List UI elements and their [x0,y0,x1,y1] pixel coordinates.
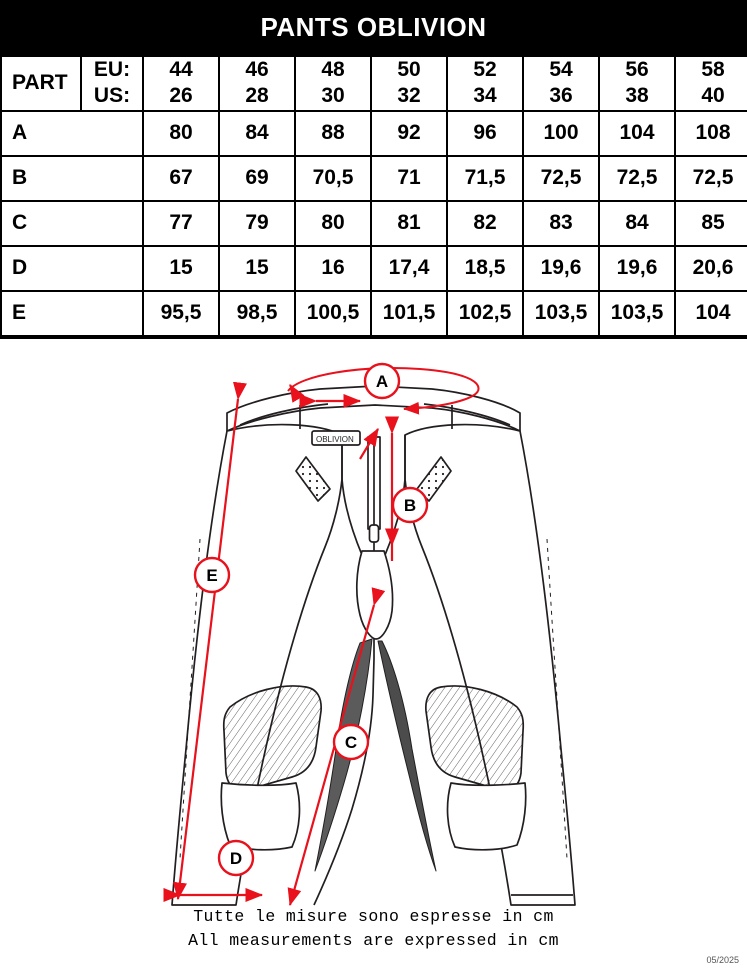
cell-b-7: 72,5 [675,156,747,201]
table-row [1,156,747,201]
size-us-3: 32 [397,84,421,108]
cell-b-1: 69 [219,156,295,201]
cell-b-4: 71,5 [447,156,523,201]
pants-technical-drawing [0,339,747,969]
marker-label-a: A [375,371,389,391]
table-row [1,111,747,156]
cell-d-1: 15 [219,246,295,291]
size-eu-0: 44 [169,58,193,81]
cell-e-4: 102,5 [447,291,523,336]
cell-c-1: 79 [219,201,295,246]
cell-d-4: 18,5 [447,246,523,291]
cell-d-2: 16 [295,246,371,291]
size-us-0: 26 [169,84,193,108]
header-part-label: PART [1,56,81,111]
cell-d-3: 17,4 [371,246,447,291]
footer-notes [0,905,747,953]
cell-b-2: 70,5 [295,156,371,201]
size-header-3 [371,56,447,111]
cell-e-3: 101,5 [371,291,447,336]
cell-b-6: 72,5 [599,156,675,201]
size-header-0 [143,56,219,111]
header-unit-cell [81,56,143,111]
cell-d-5: 19,6 [523,246,599,291]
page-title: PANTS OBLIVION [260,12,487,42]
cell-c-5: 83 [523,201,599,246]
size-eu-4: 52 [473,58,497,81]
cell-e-0: 95,5 [143,291,219,336]
size-table [0,55,747,337]
cell-a-4: 96 [447,111,523,156]
size-us-1: 28 [245,84,269,108]
size-eu-6: 56 [625,58,649,81]
cell-a-7: 108 [675,111,747,156]
cell-c-4: 82 [447,201,523,246]
cell-c-3: 81 [371,201,447,246]
size-header-4 [447,56,523,111]
cell-b-5: 72,5 [523,156,599,201]
cell-c-7: 85 [675,201,747,246]
date-stamp: 05/2025 [706,954,739,965]
marker-label-d: D [229,848,243,868]
size-header-6 [599,56,675,111]
cell-e-6: 103,5 [599,291,675,336]
size-header-5 [523,56,599,111]
table-row [1,246,747,291]
cell-d-6: 19,6 [599,246,675,291]
size-eu-7: 58 [701,58,725,81]
row-label-b: B [1,156,143,201]
note-english: All measurements are expressed in cm [188,930,559,950]
size-header-2 [295,56,371,111]
size-us-7: 40 [701,84,725,108]
cell-d-0: 15 [143,246,219,291]
size-us-4: 34 [473,84,497,108]
cell-e-5: 103,5 [523,291,599,336]
cell-c-6: 84 [599,201,675,246]
marker-label-e: E [206,565,218,585]
cell-b-3: 71 [371,156,447,201]
marker-label-b: B [403,495,417,515]
size-eu-5: 54 [549,58,573,81]
cell-a-1: 84 [219,111,295,156]
size-us-5: 36 [549,84,573,108]
size-eu-1: 46 [245,58,269,81]
cell-a-0: 80 [143,111,219,156]
cell-a-2: 88 [295,111,371,156]
unit-us-label: US: [93,84,131,108]
size-header-1 [219,56,295,111]
row-label-a: A [1,111,143,156]
unit-eu-label: EU: [93,58,131,81]
pants-outline [172,386,575,905]
cell-a-6: 104 [599,111,675,156]
row-label-c: C [1,201,143,246]
svg-text:OBLIVION: OBLIVION [316,434,354,444]
cell-a-5: 100 [523,111,599,156]
cell-e-7: 104 [675,291,747,336]
size-header-7 [675,56,747,111]
cell-b-0: 67 [143,156,219,201]
row-label-d: D [1,246,143,291]
cell-c-2: 80 [295,201,371,246]
table-row [1,291,747,336]
cell-e-1: 98,5 [219,291,295,336]
table-header-row [1,56,747,111]
cell-c-0: 77 [143,201,219,246]
size-eu-3: 50 [397,58,421,81]
pants-diagram [0,337,747,969]
cell-d-7: 20,6 [675,246,747,291]
note-italian: Tutte le misure sono espresse in cm [193,906,554,926]
cell-a-3: 92 [371,111,447,156]
page-title-bar [0,0,747,55]
size-eu-2: 48 [321,58,345,81]
table-row [1,201,747,246]
row-label-e: E [1,291,143,336]
size-us-6: 38 [625,84,649,108]
cell-e-2: 100,5 [295,291,371,336]
marker-label-c: C [344,732,358,752]
size-us-2: 30 [321,84,345,108]
